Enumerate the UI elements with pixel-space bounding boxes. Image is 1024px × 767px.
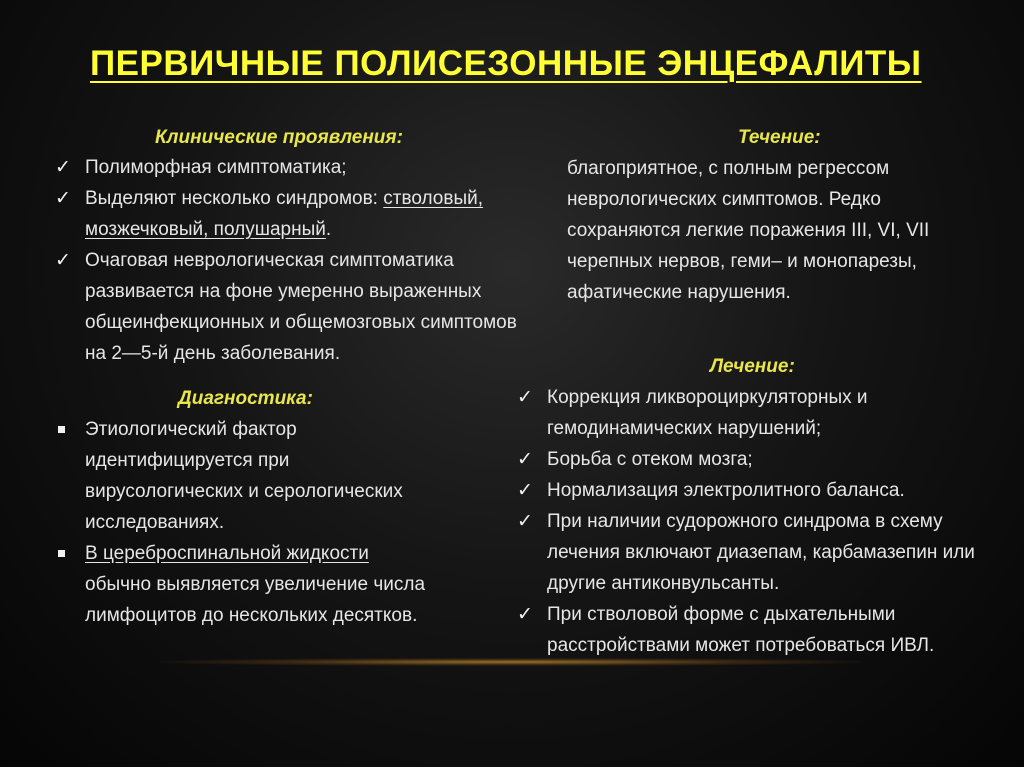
- clinical-list: [52, 152, 537, 369]
- treatment-item: ✓ При стволовой форме с дыхательными расстройствами может потребоваться ИВЛ.: [514, 599, 994, 661]
- check-mark-icon: ✓: [517, 511, 533, 532]
- clinical-item: ✓ Очаговая неврологическая симптоматика развивается на фоне умеренно выраженных общеинфекционных и общемозговых симптомов на 2—5-й день заболевания.: [52, 245, 537, 369]
- diagnostics-heading: Диагностика:: [178, 388, 313, 409]
- treatment-item: ✓ Борьба с отеком мозга;: [514, 444, 994, 475]
- treatment-item: ✓ Коррекция ликвороциркуляторных и гемодинамических нарушений;: [514, 382, 994, 444]
- clinical-item: ✓ Полиморфная симптоматика;: [52, 152, 537, 183]
- treatment-item: ✓ Нормализация электролитного баланса.: [514, 475, 994, 506]
- diagnostics-item: Этиологический фактор идентифицируется при вирусологических и серологических исследованиях.: [52, 414, 432, 538]
- check-mark-icon: ✓: [55, 250, 71, 271]
- slide-title: ПЕРВИЧНЫЕ ПОЛИСЕЗОННЫЕ ЭНЦЕФАЛИТЫ: [90, 44, 922, 83]
- syndromes-underlined: стволовый, мозжечковый, полушарный: [85, 188, 483, 240]
- treatment-heading: Лечение:: [710, 356, 795, 377]
- check-mark-icon: ✓: [55, 157, 71, 178]
- clinical-item: ✓ Выделяют несколько синдромов: стволовый, мозжечковый, полушарный.: [52, 183, 537, 245]
- course-heading: Течение:: [738, 127, 821, 148]
- check-mark-icon: ✓: [517, 480, 533, 501]
- check-mark-icon: ✓: [517, 449, 533, 470]
- diagnostics-list: [52, 414, 432, 631]
- square-bullet-icon: [58, 550, 65, 557]
- csf-underlined: В цереброспинальной жидкости: [85, 543, 369, 564]
- course-text: благоприятное, с полным регрессом неврологических симптомов. Редко сохраняются легкие поражения III, VI, VII черепных нервов, геми– и монопарезы, афатические нарушения.: [567, 158, 930, 303]
- treatment-list: [514, 382, 994, 661]
- treatment-item: ✓ При наличии судорожного синдрома в схему лечения включают диазепам, карбамазепин или другие антиконвульсанты.: [514, 506, 994, 599]
- check-mark-icon: ✓: [517, 604, 533, 625]
- check-mark-icon: ✓: [517, 387, 533, 408]
- square-bullet-icon: [58, 426, 65, 433]
- diagnostics-item: В цереброспинальной жидкости обычно выявляется увеличение числа лимфоцитов до нескольких десятков.: [52, 538, 432, 631]
- check-mark-icon: ✓: [55, 188, 71, 209]
- decorative-glow-line: [160, 658, 860, 666]
- clinical-heading: Клинические проявления:: [155, 127, 403, 148]
